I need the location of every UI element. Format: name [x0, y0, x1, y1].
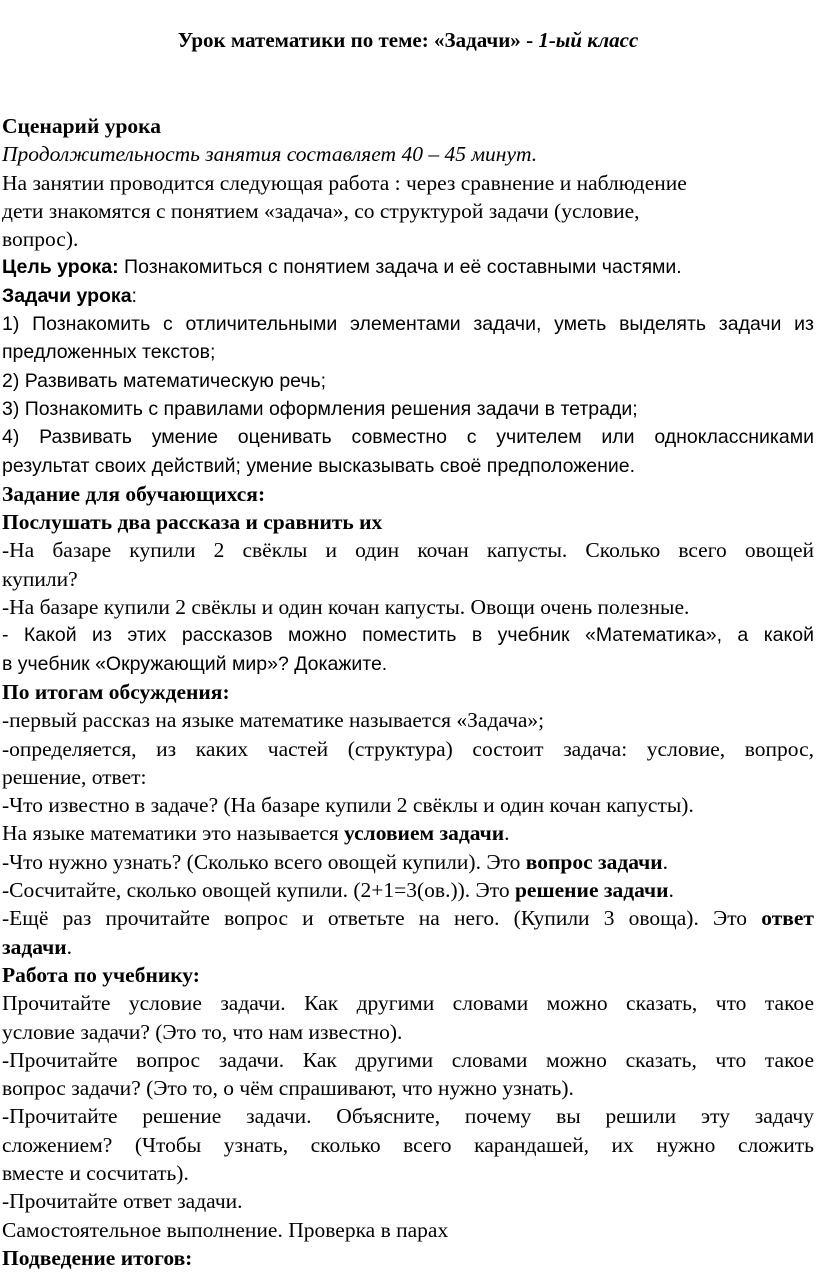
d6-bold: решение задачи: [514, 878, 669, 903]
discussion-item-1: -первый рассказ на языке математике называется «Задача»;: [2, 708, 545, 733]
document-title: [0, 26, 816, 54]
task-4-line-1: 4) Развивать умение оценивать совместно с учителем или одноклассниками: [2, 426, 814, 449]
textbook-p2-line-1: -Прочитайте вопрос задачи. Как другими словами можно сказать, что такое: [2, 1047, 814, 1072]
textbook-p5: Самостоятельное выполнение. Проверка в парах: [2, 1217, 449, 1242]
story-1-line-1: -На базаре купили 2 свёклы и один кочан капусты. Сколько всего овощей: [2, 538, 814, 563]
task-2: 2) Развивать математическую речь;: [2, 369, 327, 392]
d7-bold-2: задачи: [2, 934, 67, 959]
assignment-heading: Задание для обучающихся:: [2, 481, 266, 506]
discussion-item-7-line-1: [2, 904, 814, 932]
intro-line-2: дети знакомятся с понятием «задача», со структурой задачи (условие,: [2, 198, 640, 223]
d7-bold: ответ: [761, 906, 814, 931]
textbook-p1-line-2: условие задачи? (Это то, что нам известно).: [2, 1019, 403, 1044]
goal-label: Цель урока:: [2, 256, 119, 279]
d7-end: .: [66, 934, 73, 959]
d5-bold: вопрос задачи: [525, 849, 663, 874]
textbook-p4: -Прочитайте ответ задачи.: [2, 1189, 243, 1214]
textbook-heading: Работа по учебнику:: [2, 962, 200, 987]
title-dash: -: [520, 28, 539, 52]
tasks-heading: [2, 282, 814, 310]
story-1-line-2: купили?: [2, 566, 78, 591]
d4-text: На языке математики это называется: [2, 821, 345, 846]
question-line-1: - Какой из этих рассказов можно поместить в учебник «Математика», а какой: [2, 624, 814, 647]
discussion-item-7-line-2: [2, 933, 814, 961]
scenario-heading: Сценарий урока: [2, 114, 161, 138]
question-line-2: в учебник «Окружающий мир»? Докажите.: [2, 652, 388, 675]
document-body: [2, 112, 814, 1272]
task-3: 3) Познакомить с правилами оформления решения задачи в тетради;: [2, 397, 638, 420]
textbook-p2-line-2: вопрос задачи? (Это то, о чём спрашивают, что нужно узнать).: [2, 1076, 574, 1101]
textbook-p1-line-1: Прочитайте условие задачи. Как другими словами можно сказать, что такое: [2, 991, 814, 1016]
title-grade: 1-ый класс: [538, 28, 639, 52]
task-1-line-2: предложенных текстов;: [2, 341, 216, 364]
d6-end: .: [668, 878, 674, 903]
intro-line-1: На занятии проводится следующая работа : через сравнение и наблюдение: [2, 170, 687, 195]
intro-line-3: вопрос).: [2, 227, 79, 252]
discussion-item-5: [2, 848, 814, 876]
d4-end: .: [504, 821, 510, 846]
d4-bold: условием задачи: [344, 821, 505, 846]
d6-text: -Сосчитайте, сколько овощей купили. (2+1=3(ов.)). Это: [2, 878, 515, 903]
goal-text: Познакомиться с понятием задача и её составными частями.: [118, 256, 682, 279]
tasks-label: Задачи урока: [2, 284, 132, 307]
discussion-heading: По итогам обсуждения:: [2, 679, 230, 704]
story-2: -На базаре купили 2 свёклы и один кочан капусты. Овощи очень полезные.: [2, 595, 690, 620]
discussion-item-6: [2, 876, 814, 904]
discussion-item-2-line-2: решение, ответ:: [2, 764, 147, 789]
assignment-subheading: Послушать два рассказа и сравнить их: [2, 510, 383, 535]
goal-line: [2, 253, 814, 281]
d5-text: -Что нужно узнать? (Сколько всего овощей купили). Это: [2, 849, 526, 874]
textbook-p3-line-3: вместе и сосчитать).: [2, 1160, 189, 1185]
tasks-colon: :: [131, 284, 137, 307]
discussion-item-2-line-1: -определяется, из каких частей (структура) состоит задача: условие, вопрос,: [2, 736, 814, 761]
task-1-line-1: 1) Познакомить с отличительными элементами задачи, уметь выделять задачи из: [2, 313, 814, 336]
title-main: Урок математики по теме: «Задачи»: [177, 28, 521, 52]
d7-text: -Ещё раз прочитайте вопрос и ответьте на него. (Купили 3 овоща). Это: [2, 906, 762, 931]
discussion-item-3: -Что известно в задаче? (На базаре купили 2 свёклы и один кочан капусты).: [2, 793, 694, 818]
summary-heading: Подведение итогов:: [2, 1245, 193, 1270]
task-4-line-2: результат своих действий; умение высказывать своё предположение.: [2, 454, 636, 477]
discussion-item-4: [2, 819, 814, 847]
textbook-p3-line-2: сложением? (Чтобы узнать, сколько всего карандашей, их нужно сложить: [2, 1132, 814, 1157]
d5-end: .: [662, 849, 669, 874]
textbook-p3-line-1: -Прочитайте решение задачи. Объясните, почему вы решили эту задачу: [2, 1104, 814, 1129]
duration-text: Продолжительность занятия составляет 40 – 45 минут.: [2, 142, 538, 167]
